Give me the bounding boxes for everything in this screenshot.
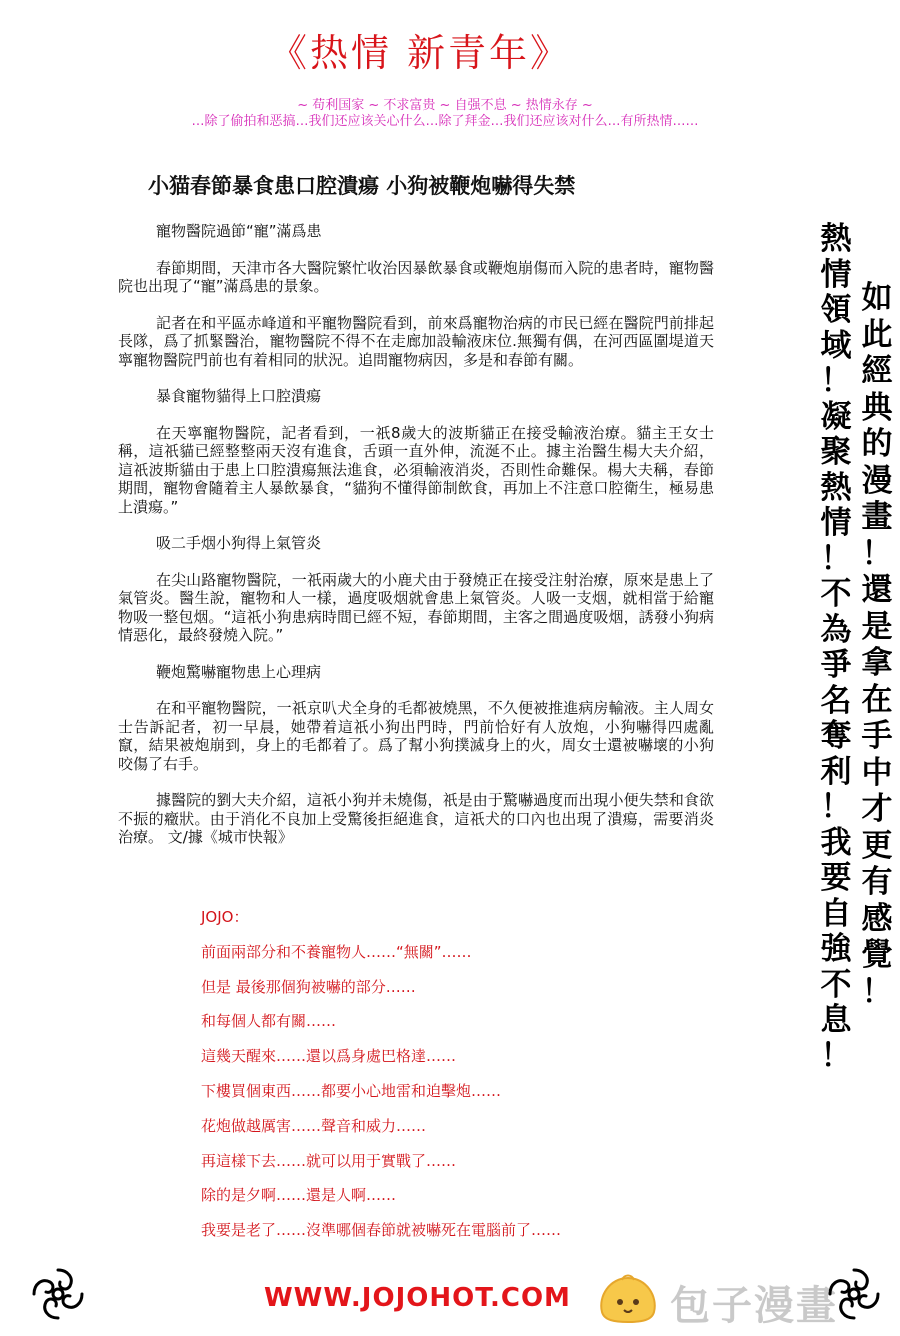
sidebar-char: 典 [861, 389, 893, 426]
article-paragraph: 據醫院的劉大夫介紹，這祇小狗并未燒傷，祇是由于驚嚇過度而出現小便失禁和食欲不振的癥狀。由于消化不良加上受驚後拒絕進食，這祇犬的口內也出現了潰瘍，需要消炎治療。 文/據《城市快報》 [118, 791, 714, 846]
sidebar-char: ！ [861, 973, 893, 1010]
sidebar-char: 拿 [861, 645, 893, 681]
sidebar-char: 自 [820, 895, 852, 932]
article-subheading: 鞭炮驚嚇寵物患上心理病 [156, 662, 322, 681]
sidebar-char: 奪 [820, 718, 852, 754]
article-title: 小猫春節暴食患口腔潰瘍 小狗被鞭炮嚇得失禁 [148, 174, 576, 198]
sidebar-char: 要 [820, 860, 852, 896]
sidebar-char: 息 [820, 1002, 852, 1038]
jojo-line: 這幾天醒來……還以爲身處巴格達…… [201, 1047, 457, 1066]
sidebar-char: ！ [861, 535, 893, 572]
sidebar-char: 畫 [861, 499, 893, 535]
sidebar-char: 感 [861, 900, 893, 937]
sidebar-char: 的 [861, 426, 893, 462]
article-body [118, 222, 714, 865]
sidebar-char: 情 [820, 505, 852, 541]
jojo-line: 花炮做越厲害……聲音和威力…… [201, 1116, 427, 1135]
jojo-line: 但是 最後那個狗被嚇的部分…… [201, 977, 416, 996]
article-paragraph: 在天寧寵物醫院，記者看到，一祇8歲大的波斯貓正在接受輸液治療。貓主王女士稱，這祇貓已經整整兩天沒有進食，舌頭一直外伸，流涎不止。據主治醫生楊大夫介紹，這祇波斯貓由于患上口腔潰瘍無法進食，必須輸液消炎，否則性命難保。楊大夫稱，春節期間，寵物會隨着主人暴飲暴食，“貓狗不懂得節制飲食，再加上不注意口腔衛生，極易患上潰瘍。” [118, 423, 714, 516]
sidebar-char: 有 [861, 864, 893, 900]
sidebar-char: 還 [861, 572, 893, 608]
article-paragraph: 在和平寵物醫院，一祇京叭犬全身的毛都被燒黑，不久便被推進病房輸液。主人周女士告訴記者，初一早晨，她帶着這祇小狗出門時，門前恰好有人放炮，小狗嚇得四處亂竄，結果被炮崩到，身上的毛都着了。爲了幫小狗撲滅身上的火，周女士還被嚇壞的小狗咬傷了右手。 [118, 699, 714, 773]
sidebar-char: 領 [820, 292, 852, 328]
article-paragraph: 在尖山路寵物醫院，一祇兩歲大的小鹿犬由于發燒正在接受注射治療，原來是患上了氣管炎。醫生說，寵物和人一樣，過度吸烟就會患上氣管炎。人吸一支烟，就相當于給寵物吸一整包烟。“這祇小狗患病時間已經不短，春節期間，主客之間過度吸烟，誘發小狗病情惡化，最終發燒入院。” [118, 570, 714, 644]
jojo-line: 我要是老了……沒準哪個春節就被嚇死在電腦前了…… [201, 1221, 562, 1240]
article-paragraph: 記者在和平區赤峰道和平寵物醫院看到，前來爲寵物治病的市民已經在醫院門前排起長隊，爲了抓緊醫治，寵物醫院不得不在走廊加設輸液床位.無獨有偶，在河西區圍堤道天寧寵物醫院門前也有着相同的狀況。追問寵物病因，多是和春節有關。 [118, 313, 714, 369]
article-paragraph: 春節期間，天津市各大醫院繁忙收治因暴飲暴食或鞭炮崩傷而入院的患者時，寵物醫院也出現了“寵”滿爲患的景象。 [118, 258, 714, 295]
header-slogan: ~ 苟利国家 ~ 不求富贵 ~ 自强不息 ~ 热情永存 ~ [297, 98, 593, 113]
sidebar-char: 如 [861, 280, 893, 316]
sidebar-char: ！ [820, 789, 852, 825]
sidebar-char: 經 [861, 353, 893, 389]
website-url: WWW.JOJOHOT.COM [264, 1283, 571, 1313]
sidebar-char: ！ [820, 1037, 852, 1074]
sidebar-char: 是 [861, 608, 893, 645]
article-subheading: 吸二手烟小狗得上氣管炎 [156, 534, 322, 552]
ornament-flourish-icon [822, 1262, 886, 1326]
sidebar-char: 熱 [820, 221, 852, 257]
header-tagline: …除了偷拍和恶搞…我们还应该关心什么…除了拜金…我们还应该对什么…有所热情…… [191, 114, 699, 129]
jojo-line: 除的是夕啊……還是人啊…… [201, 1186, 397, 1205]
sidebar-char: 漫 [861, 462, 893, 499]
ornament-flourish-icon [26, 1262, 90, 1326]
baozi-logo-icon [596, 1268, 660, 1326]
article-subheading: 暴食寵物貓得上口腔潰瘍 [156, 387, 322, 405]
sidebar-char: 更 [861, 827, 893, 864]
sidebar-char: 聚 [820, 434, 852, 470]
sidebar-char: 為 [820, 611, 852, 648]
sidebar-char: 此 [861, 316, 893, 353]
sidebar-char: ！ [820, 540, 852, 577]
sidebar-char: 名 [820, 682, 852, 719]
sidebar-char: 手 [861, 718, 893, 754]
sidebar-char: ！ [820, 363, 852, 399]
jojo-line: 前面兩部分和不養寵物人……“無關”…… [201, 942, 472, 961]
sidebar-char: 在 [861, 681, 893, 718]
sidebar-char: 爭 [820, 647, 852, 683]
sidebar-char: 熱 [820, 469, 852, 506]
sidebar-char: 中 [861, 754, 893, 791]
sidebar-char: 域 [820, 327, 852, 364]
sidebar-slogan-column-2 [853, 280, 900, 1010]
jojo-line: 和每個人都有關…… [201, 1012, 337, 1031]
sidebar-char: 情 [820, 256, 852, 293]
sidebar-char: 不 [820, 966, 852, 1003]
article-subheading: 寵物醫院過節“寵”滿爲患 [156, 222, 322, 240]
sidebar-char: 我 [820, 824, 852, 861]
jojo-line: JOJO： [201, 908, 249, 926]
sidebar-char: 凝 [820, 398, 852, 435]
header-title: 《热情 新青年》 [268, 31, 572, 75]
watermark-text: 包子漫畫 [670, 1283, 838, 1329]
jojo-line: 下樓買個東西……都要小心地雷和迫擊炮…… [201, 1081, 502, 1100]
sidebar-char: 不 [820, 576, 852, 612]
sidebar-char: 才 [861, 791, 893, 827]
sidebar-char: 利 [820, 753, 852, 790]
jojo-comment [201, 906, 761, 1254]
jojo-line: 再這樣下去……就可以用于實戰了…… [201, 1151, 457, 1170]
sidebar-char: 強 [820, 931, 852, 967]
sidebar-char: 覺 [861, 937, 893, 973]
